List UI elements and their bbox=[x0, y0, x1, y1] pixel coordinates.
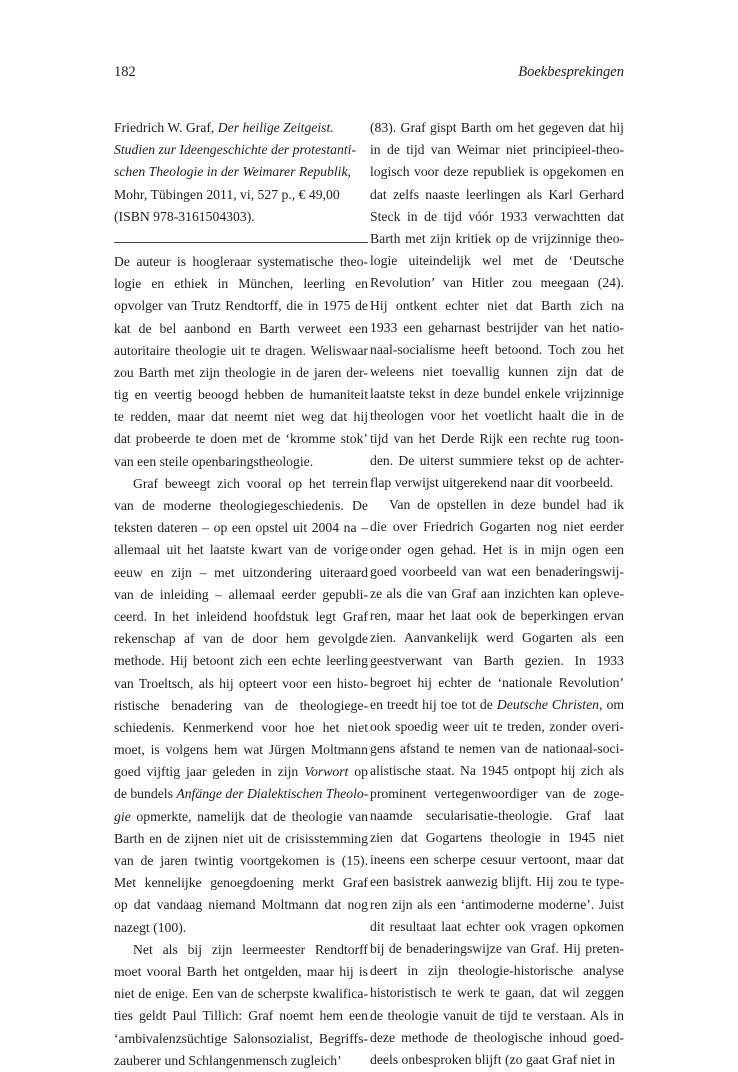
line-text: zien dat Gogartens theologie in 1945 niet bbox=[370, 830, 624, 845]
text-line bbox=[370, 139, 624, 161]
italic-term: gie bbox=[114, 808, 131, 824]
line-text: onder ogen gehad. Het is in mijn ogen een bbox=[370, 541, 624, 557]
text-line bbox=[114, 451, 368, 473]
line-text: in de tijd van Weimar niet principieel-theo- bbox=[370, 142, 624, 158]
line-text: schiedenis. Kenmerkend voor hoe het niet bbox=[114, 719, 368, 735]
text-line bbox=[114, 428, 368, 450]
line-text: van de jaren twintig voortgekomen is (15). bbox=[114, 853, 368, 868]
citation-line bbox=[114, 184, 368, 206]
line-text: Steck in de tijd vóór 1933 verwachtten dat bbox=[370, 208, 624, 224]
text-line bbox=[370, 494, 624, 516]
line-text: de bundels bbox=[114, 786, 177, 802]
text-line bbox=[114, 584, 368, 606]
citation-line bbox=[114, 161, 368, 183]
text-line bbox=[370, 317, 624, 339]
italic-term: Anfänge der Dialektischen Theolo- bbox=[176, 786, 369, 802]
line-text: zauberer und Schlangenmensch zugleich’ bbox=[114, 1052, 342, 1068]
text-line bbox=[114, 295, 368, 317]
line-text: en treedt hij toe tot de bbox=[370, 696, 497, 712]
running-header bbox=[114, 64, 624, 84]
text-line bbox=[370, 250, 624, 272]
line-text: kat de bel aanbond en Barth verweet een bbox=[114, 320, 368, 336]
text-line bbox=[114, 340, 368, 362]
line-text: historistisch te werk te gaan, dat wil zeggen bbox=[370, 985, 624, 1001]
text-line bbox=[370, 916, 624, 938]
text-line bbox=[114, 872, 368, 894]
text-line bbox=[370, 450, 624, 472]
text-line bbox=[370, 428, 624, 450]
text-line bbox=[370, 339, 624, 361]
text-line bbox=[370, 827, 624, 849]
line-text: deels onbesproken blijft (zo gaat Graf niet in bbox=[370, 1051, 616, 1067]
line-text: ren zijn als een ‘antimoderne moderne’. Juist bbox=[370, 896, 624, 912]
text-line bbox=[370, 561, 624, 583]
line-text: Friedrich W. Graf, bbox=[114, 120, 218, 135]
line-text: opmerkte, namelijk dat de theologie van bbox=[130, 808, 368, 824]
text-line bbox=[114, 850, 368, 872]
line-text: niet de enige. Een van de scherpste kwalifica- bbox=[114, 986, 368, 1002]
line-text: methode. Hij betoont zich een echte leerling bbox=[114, 653, 368, 669]
line-text: eeuw en zijn – met uitzondering uiteraard bbox=[114, 564, 368, 580]
text-line bbox=[370, 272, 624, 294]
line-text: van de moderne theologiegeschiedenis. De bbox=[114, 498, 368, 513]
text-line bbox=[114, 894, 368, 916]
text-line bbox=[370, 117, 624, 139]
text-line bbox=[114, 983, 368, 1005]
line-text: Mohr, Tübingen 2011, vi, 527 p., € 49,00 bbox=[114, 186, 340, 202]
line-text: ook spoedig weer uit te treden, zonder overi- bbox=[370, 719, 624, 735]
line-text: ‘ambivalenzsüchtige Salonsozialist, Begriffs- bbox=[114, 1030, 368, 1046]
line-text: weleens niet toevallig kunnen zijn dat de bbox=[370, 364, 624, 380]
line-text: ties geldt Paul Tillich: Graf noemt hem een bbox=[114, 1008, 368, 1024]
divider bbox=[114, 242, 368, 243]
text-line bbox=[114, 939, 368, 961]
text-line bbox=[114, 717, 368, 739]
line-text: van een steile openbaringstheologie. bbox=[114, 453, 314, 469]
line-text: (83). Graf gispt Barth om het gegeven dat hij bbox=[370, 120, 624, 135]
line-text: dat probeerde te doen met de ‘kromme stok’ bbox=[114, 431, 368, 447]
line-text: geestverwant van Barth gezien. In 1933 bbox=[370, 652, 624, 668]
line-text: deze methode de theologische inhoud goed- bbox=[370, 1029, 624, 1045]
line-text: zou Barth met zijn theologie in de jaren der- bbox=[114, 364, 368, 380]
text-line bbox=[370, 472, 624, 494]
line-text: Van de opstellen in deze bundel had ik bbox=[389, 497, 624, 513]
text-line bbox=[370, 184, 624, 206]
line-text: een basistrek aanwezig blijft. Hij zou te type- bbox=[370, 874, 624, 890]
line-text: moet, is volgens hem wat Jürgen Moltmann bbox=[114, 742, 368, 758]
text-line bbox=[370, 894, 624, 916]
line-text: logie en ethiek in München, leerling en bbox=[114, 276, 368, 292]
line-text: van Troeltsch, als hij opteert voor een histo- bbox=[114, 675, 368, 691]
line-text: logisch voor deze republiek is opgekomen en bbox=[370, 164, 624, 180]
line-text: , om bbox=[599, 696, 624, 712]
text-line bbox=[370, 938, 624, 960]
text-line bbox=[370, 605, 624, 627]
text-line bbox=[114, 318, 368, 340]
text-line bbox=[370, 583, 624, 605]
text-line bbox=[114, 650, 368, 672]
text-line bbox=[114, 251, 368, 273]
line-text: dat zelfs naaste leerlingen als Karl Gerhard bbox=[370, 186, 624, 202]
text-line bbox=[114, 917, 368, 939]
text-line bbox=[370, 960, 624, 982]
line-text: laatste tekst in deze bundel enkele vrijzinnige bbox=[370, 386, 624, 402]
text-line bbox=[114, 673, 368, 695]
text-line bbox=[370, 716, 624, 738]
citation-line bbox=[114, 139, 368, 161]
text-line bbox=[370, 161, 624, 183]
line-text: bij de benaderingswijze van Graf. Hij preten- bbox=[370, 940, 624, 956]
line-text: op dat vandaag niemand Moltmann dat nog bbox=[114, 897, 368, 913]
text-line bbox=[114, 961, 368, 983]
text-line bbox=[370, 206, 624, 228]
text-line bbox=[114, 695, 368, 717]
text-line bbox=[370, 849, 624, 871]
line-text: teksten dateren – op een opstel uit 2004 na – bbox=[114, 520, 368, 536]
line-text: Net als bij zijn leermeester Rendtorff bbox=[133, 941, 368, 957]
text-line bbox=[370, 228, 624, 250]
text-line bbox=[114, 1028, 368, 1050]
text-line bbox=[370, 871, 624, 893]
line-text: autoritaire theologie uit te dragen. Weliswaar bbox=[114, 342, 368, 358]
text-line bbox=[114, 406, 368, 428]
text-line bbox=[370, 760, 624, 782]
text-line bbox=[370, 539, 624, 561]
text-line bbox=[114, 362, 368, 384]
line-text: Hij ontkent echter niet dat Barth zich na bbox=[370, 297, 624, 313]
line-text: naamde secularisatie-theologie. Graf laat bbox=[370, 807, 624, 823]
book-citation bbox=[114, 117, 368, 228]
line-text: Barth en de zijnen niet uit de crisisstemming bbox=[114, 830, 368, 846]
text-line bbox=[370, 738, 624, 760]
line-text: op bbox=[348, 764, 368, 780]
line-text: ristische benadering van de theologiege- bbox=[114, 697, 368, 713]
text-line bbox=[370, 672, 624, 694]
text-line bbox=[370, 405, 624, 427]
line-text: (ISBN 978-3161504303). bbox=[114, 208, 255, 224]
text-line bbox=[370, 650, 624, 672]
italic-term: Deutsche Christen bbox=[496, 696, 600, 712]
line-text: gens afstand te nemen van de nationaal-soci- bbox=[370, 741, 624, 757]
line-text: De auteur is hoogleraar systematische theo- bbox=[114, 253, 368, 269]
text-line bbox=[114, 1005, 368, 1027]
line-text: Barth met zijn kritiek op de vrijzinnige theo- bbox=[370, 230, 624, 246]
text-line bbox=[114, 273, 368, 295]
italic-term: Vorwort bbox=[304, 764, 349, 780]
text-line bbox=[114, 783, 368, 805]
line-text: tig en veertig beoogd hebben de humaniteit bbox=[114, 387, 368, 403]
text-line bbox=[370, 805, 624, 827]
line-text: Met kennelijke genoegdoening merkt Graf bbox=[114, 875, 368, 891]
line-text: allemaal uit het laatste kwart van de vorige bbox=[114, 542, 368, 558]
line-text: opvolger van Trutz Rendtorff, die in 1975 de bbox=[114, 298, 368, 314]
review-text-left bbox=[114, 251, 368, 1072]
line-text: begroet hij echter de ‘nationale Revolution’ bbox=[370, 674, 624, 690]
text-line bbox=[114, 739, 368, 761]
line-text: goed voorbeeld van wat een benaderingswij- bbox=[370, 563, 624, 579]
line-text: zien. Aanvankelijk werd Gogarten als een bbox=[370, 630, 624, 646]
text-line bbox=[370, 694, 624, 716]
text-line bbox=[370, 1005, 624, 1027]
text-line bbox=[114, 539, 368, 561]
text-line bbox=[114, 628, 368, 650]
page-number: 182 bbox=[114, 64, 136, 80]
line-text: tijd van het Derde Rijk een rechte rug toon- bbox=[370, 430, 624, 446]
line-text: dit resultaat laat echter ook vragen opkomen bbox=[370, 918, 624, 934]
text-line bbox=[370, 1027, 624, 1049]
text-line bbox=[114, 1050, 368, 1072]
line-text: naal-socialisme heeft betoond. Toch zou het bbox=[370, 341, 624, 357]
line-text: theologen voor het voetlicht haalt die in de bbox=[370, 408, 624, 424]
line-text: van de inleiding – allemaal eerder gepubli- bbox=[114, 586, 368, 602]
line-text: den. De uiterst summiere tekst op de achter- bbox=[370, 452, 624, 468]
line-text: die over Friedrich Gogarten nog niet eerder bbox=[370, 519, 624, 535]
text-line bbox=[114, 473, 368, 495]
text-line bbox=[114, 806, 368, 828]
book-title: Der heilige Zeitgeist. bbox=[217, 120, 334, 135]
line-text: deert in zijn theologie-historische analyse bbox=[370, 963, 624, 979]
line-text: logie uiteindelijk wel met de ‘Deutsche bbox=[370, 253, 624, 269]
line-text: rekenschap af van de door hem gevolgde bbox=[114, 631, 368, 647]
text-line bbox=[370, 361, 624, 383]
line-text: moet vooral Barth het ontgelden, maar hij is bbox=[114, 963, 368, 979]
line-text: Graf beweegt zich vooral op het terrein bbox=[133, 475, 368, 491]
line-text: ineens een scherpe cesuur vertoont, maar dat bbox=[370, 852, 624, 868]
text-line bbox=[114, 761, 368, 783]
line-text: nazegt (100). bbox=[114, 919, 187, 935]
line-text: Revolution’ van Hitler zou meegaan (24). bbox=[370, 275, 624, 291]
text-line bbox=[370, 295, 624, 317]
book-title: Studien zur Ideengeschichte der protestanti- bbox=[114, 142, 357, 158]
running-head: Boekbesprekingen bbox=[518, 64, 624, 80]
review-text-right bbox=[370, 117, 624, 1071]
line-text: alistische staat. Na 1945 ontpopt hij zich als bbox=[370, 763, 624, 779]
text-line bbox=[370, 383, 624, 405]
line-text: 1933 een geharnast bestrijder van het natio- bbox=[370, 319, 624, 335]
text-line bbox=[114, 562, 368, 584]
text-line bbox=[114, 828, 368, 850]
right-column bbox=[370, 117, 624, 1071]
line-text: te redden, maar dat neemt niet weg dat hij bbox=[114, 409, 368, 425]
text-line bbox=[114, 495, 368, 517]
text-line bbox=[370, 982, 624, 1004]
citation-line bbox=[114, 206, 368, 228]
text-line bbox=[114, 517, 368, 539]
text-line bbox=[114, 384, 368, 406]
text-line bbox=[114, 606, 368, 628]
line-text: de theologie vanuit de tijd te verstaan. Als in bbox=[370, 1007, 624, 1023]
text-line bbox=[370, 627, 624, 649]
left-column bbox=[114, 117, 368, 1072]
line-text: ren, maar het laat ook de beperkingen ervan bbox=[370, 608, 624, 624]
line-text: ze als die van Graf aan inzichten kan opleve- bbox=[370, 585, 624, 601]
line-text: prominent vertegenwoordiger van de zoge- bbox=[370, 785, 624, 801]
line-text: flap verwijst uitgerekend naar dit voorbeeld. bbox=[370, 475, 614, 490]
text-line bbox=[370, 783, 624, 805]
text-line bbox=[370, 516, 624, 538]
line-text: goed vijftig jaar geleden in zijn bbox=[114, 764, 305, 780]
book-title: schen Theologie in der Weimarer Republik, bbox=[114, 164, 351, 180]
line-text: ceerd. In het inleidend hoofdstuk legt Graf bbox=[114, 608, 368, 624]
citation-line bbox=[114, 117, 368, 139]
